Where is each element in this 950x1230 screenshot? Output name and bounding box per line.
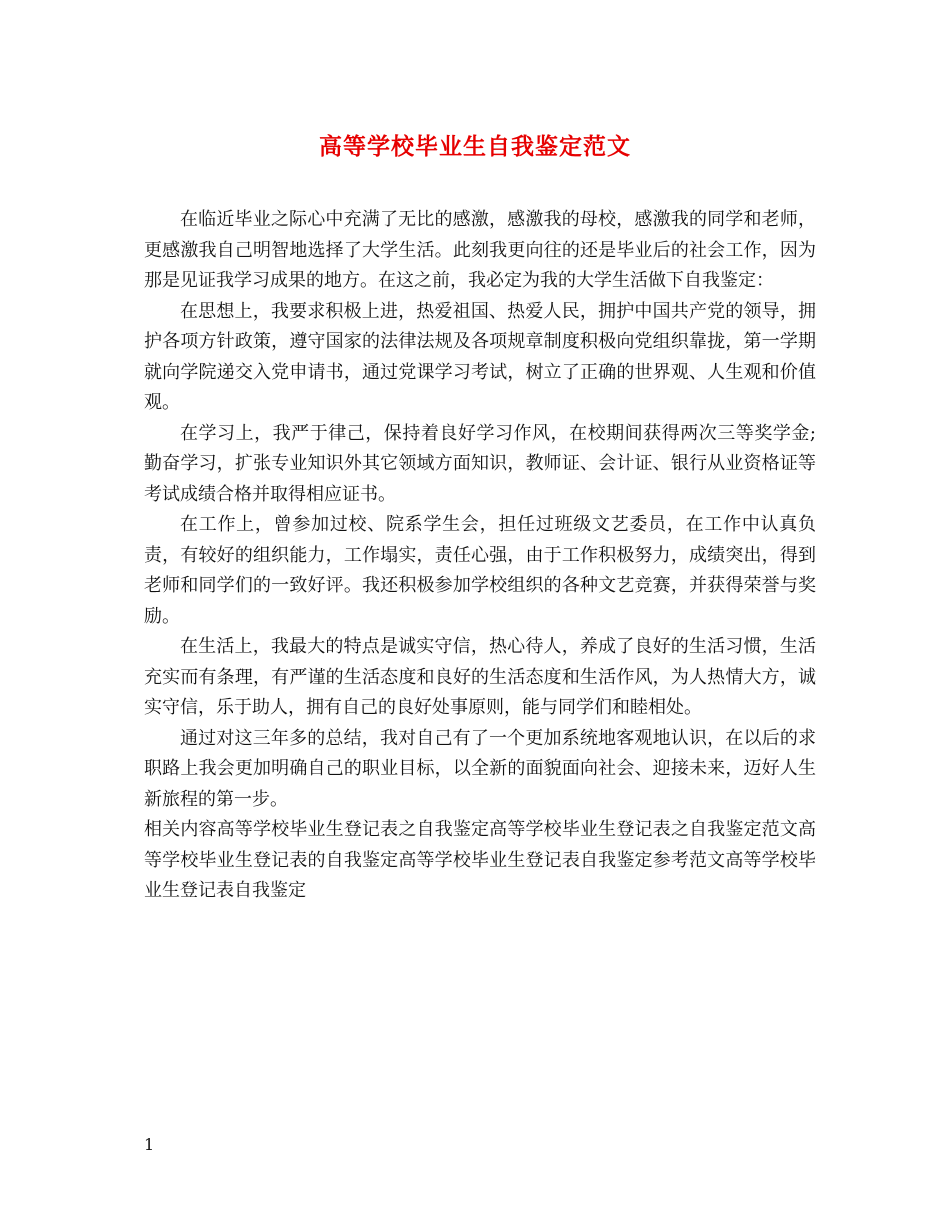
paragraph-intro: 在临近毕业之际心中充满了无比的感激，感激我的母校，感激我的同学和老师，更感激我自己明智地选择了大学生活。此刻我更向往的还是毕业后的社会工作，因为那是见证我学习成果的地方。在这之前，我必定为我的大学生活做下自我鉴定： [144,209,816,291]
paragraph-work: 在工作上，曾参加过校、院系学生会，担任过班级文艺委员，在工作中认真负责，有较好的组织能力，工作塌实，责任心强，由于工作积极努力，成绩突出，得到老师和同学们的一致好评。我还积极参加学校组织的各种文艺竞赛，并获得荣誉与奖励。 [144,514,816,627]
paragraph-study: 在学习上，我严于律己，保持着良好学习作风，在校期间获得两次三等奖学金;勤奋学习，扩张专业知识外其它领域方面知识，教师证、会计证、银行从业资格证等考试成绩合格并取得相应证书。 [144,422,816,505]
paragraph-life: 在生活上，我最大的特点是诚实守信，热心待人，养成了良好的生活习惯，生活充实而有条理，有严谨的生活态度和良好的生活态度和生活作风，为人热情大方，诚实守信，乐于助人，拥有自己的良好处事原则，能与同学们和睦相处。 [144,636,816,718]
paragraph-summary: 通过对这三年多的总结，我对自己有了一个更加系统地客观地认识，在以后的求职路上我会更加明确自己的职业目标，以全新的面貌面向社会、迎接未来，迈好人生新旅程的第一步。 [144,727,816,810]
document-body [144,205,816,907]
related-content: 相关内容高等学校毕业生登记表之自我鉴定高等学校毕业生登记表之自我鉴定范文高等学校毕业生登记表的自我鉴定高等学校毕业生登记表自我鉴定参考范文高等学校毕业生登记表自我鉴定 [144,819,816,901]
paragraph-thought: 在思想上，我要求积极上进，热爱祖国、热爱人民，拥护中国共产党的领导，拥护各项方针政策，遵守国家的法律法规及各项规章制度积极向党组织靠拢，第一学期就向学院递交入党申请书，通过党课学习考试，树立了正确的世界观、人生观和价值观。 [144,300,816,413]
page-number: 1 [144,1135,155,1154]
document-title: 高等学校毕业生自我鉴定范文 [319,133,631,160]
